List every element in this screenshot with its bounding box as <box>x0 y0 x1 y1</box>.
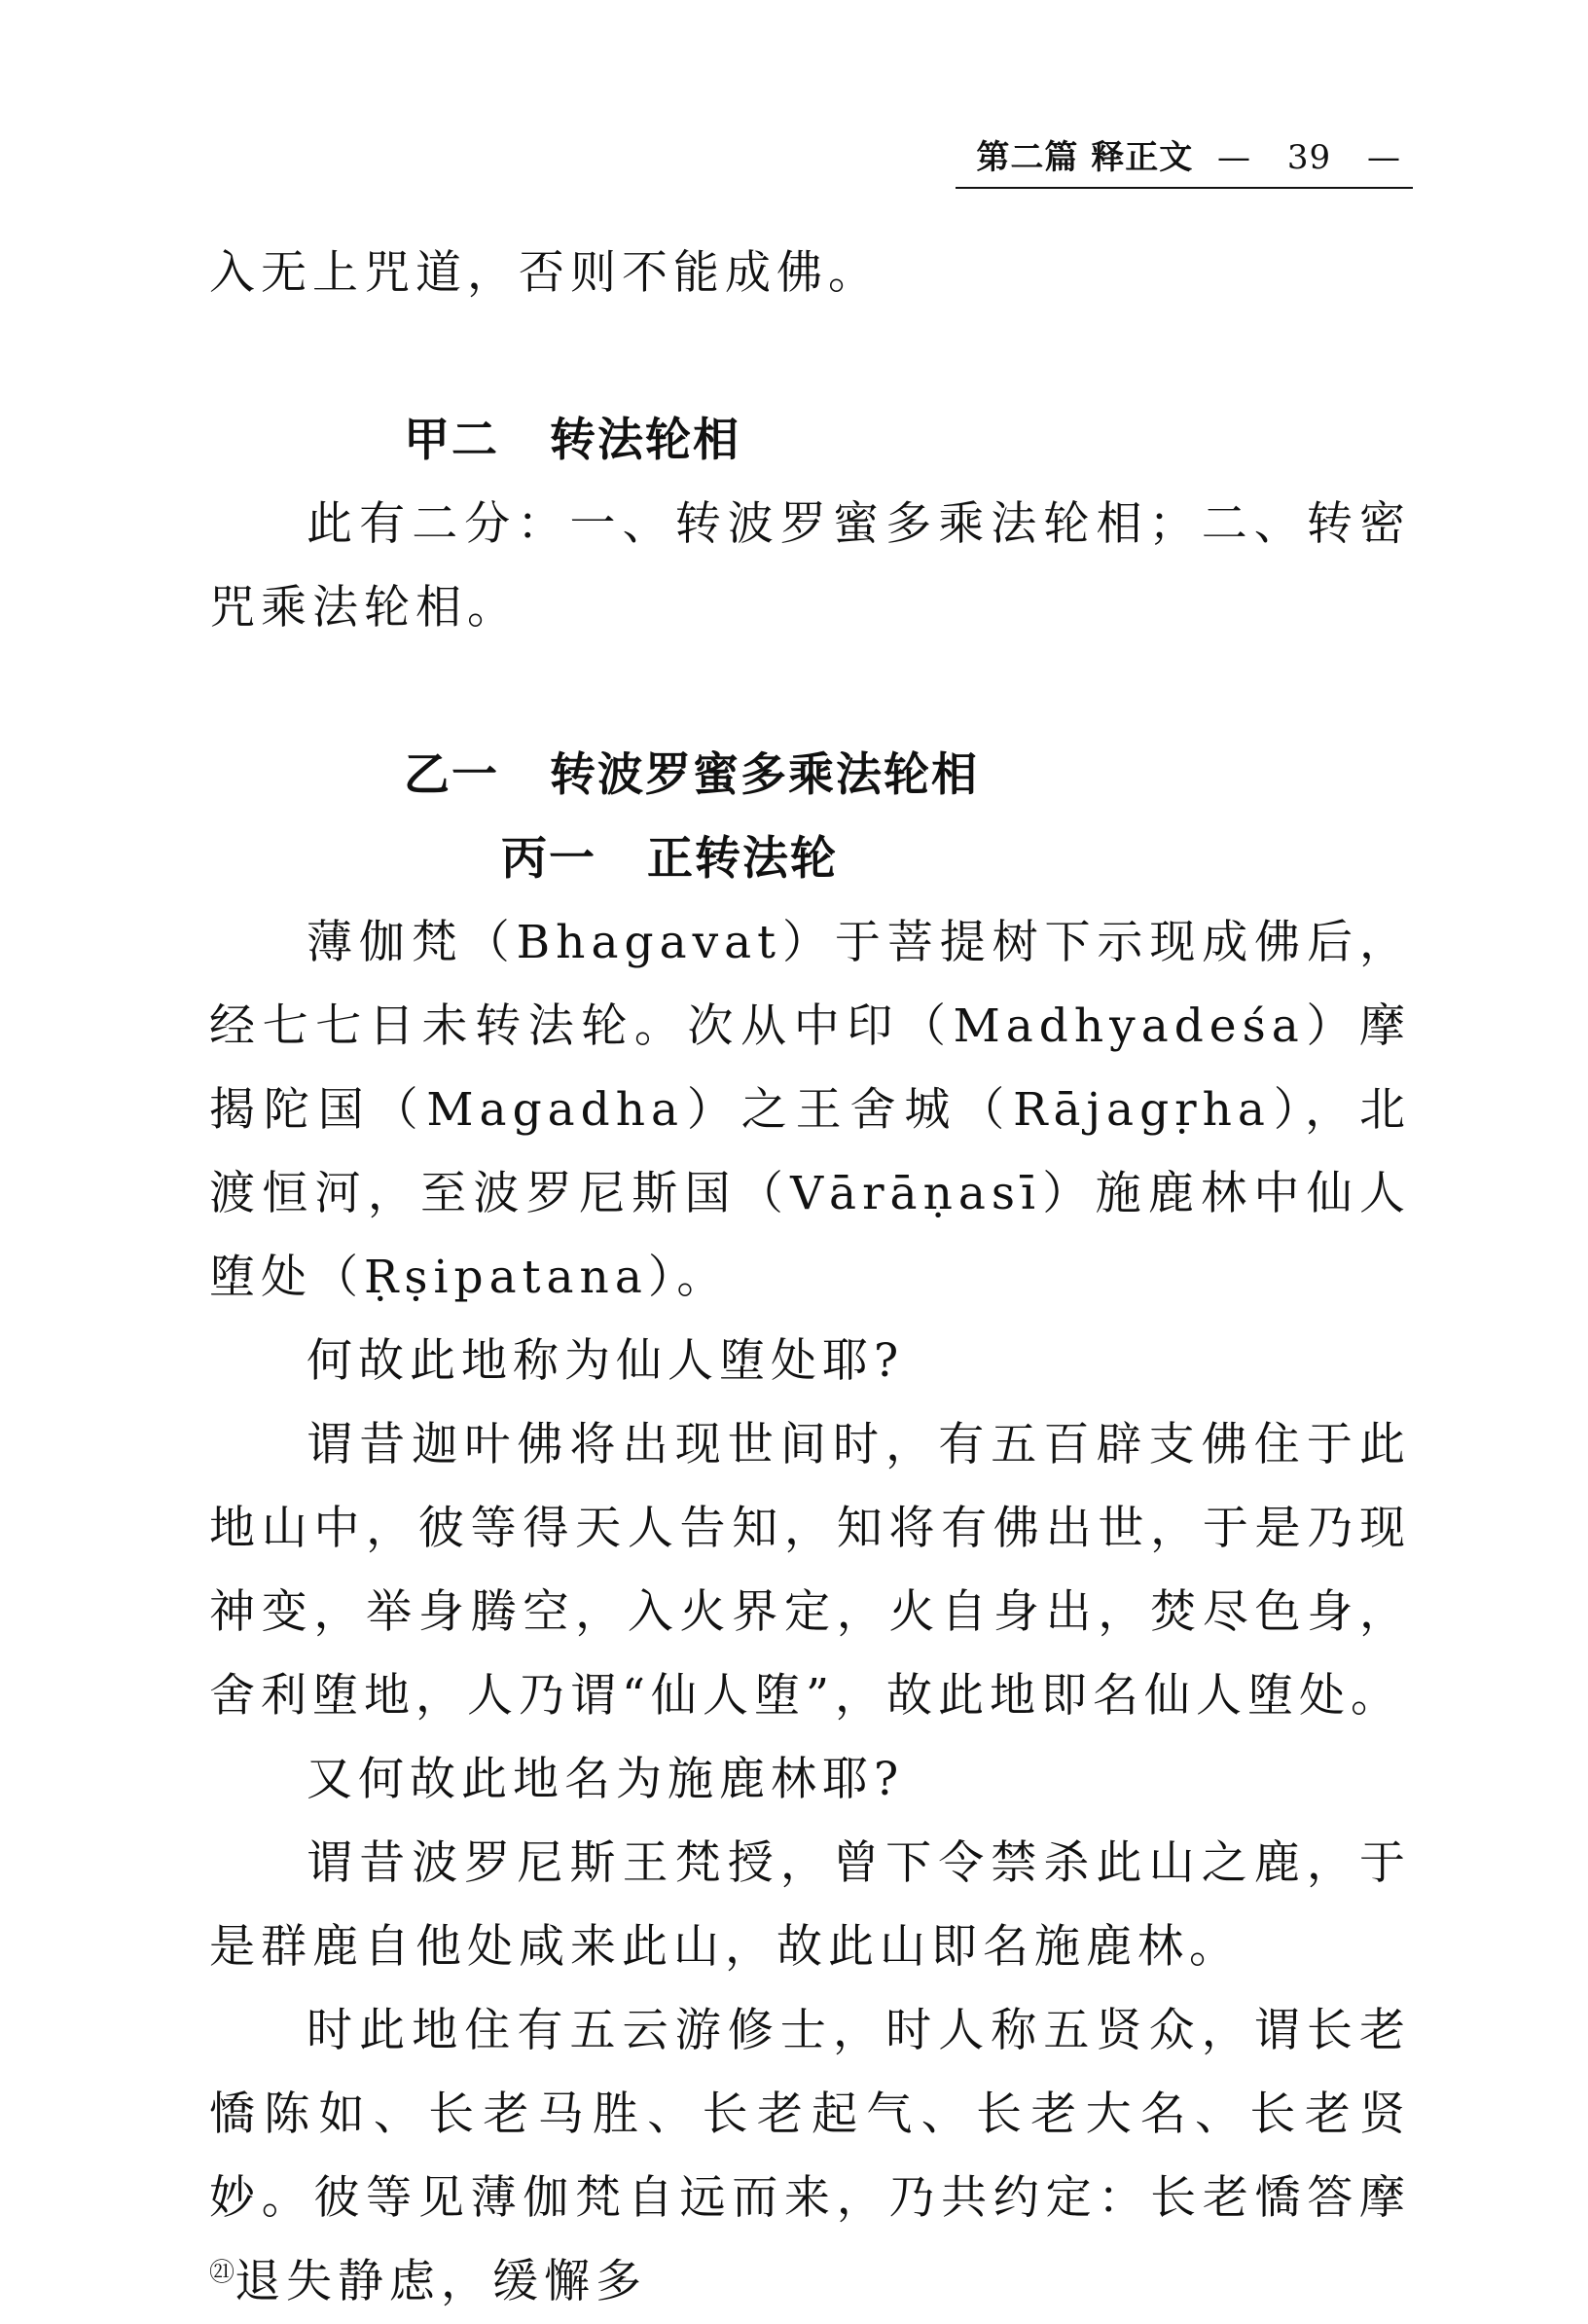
paragraph-question-2: 又何故此地名为施鹿林耶? <box>307 1753 905 1806</box>
footnote-marker[interactable]: ㉑ <box>209 2258 235 2288</box>
section-heading-jia2 <box>209 399 1411 483</box>
section-heading-yi1 <box>209 734 1411 817</box>
page-number: 39 <box>1286 138 1332 177</box>
section-number: 丙一 <box>501 832 596 886</box>
paragraph-bhagavat: 薄伽梵（Bhagavat）于菩提树下示现成佛后，经七七日未转法轮。次从中印（Madhyadeśa）摩揭陀国（Magadha）之王舍城（Rājagṛha），北渡恒河，至波罗尼斯国（Vārāṇasī）施鹿林中仙人堕处（Ṛṣipatana）。 <box>209 916 1411 1304</box>
spacer <box>209 315 1411 399</box>
paragraph-answer-2: 谓昔波罗尼斯王梵授，曾下令禁杀此山之鹿，于是群鹿自他处咸来此山，故此山即名施鹿林。 <box>209 1836 1411 1974</box>
section-number: 甲二 <box>404 414 499 467</box>
section-title: 正转法轮 <box>647 832 838 886</box>
header-dash-left: — <box>1217 138 1252 177</box>
header-dash-right: — <box>1367 138 1401 177</box>
paragraph-text: 时此地住有五云游修士，时人称五贤众，谓长老憍陈如、长老马胜、长老起气、长老大名、长老贤妙。彼等见薄伽梵自远而来，乃共约定：长老憍答摩 <box>209 2004 1411 2225</box>
paragraph-continued: 入无上咒道，否则不能成佛。 <box>209 246 880 300</box>
paragraph-answer-1: 谓昔迦叶佛将出现世间时，有五百辟支佛住于此地山中，彼等得天人告知，知将有佛出世，于是乃现神变，举身腾空，入火界定，火自身出，焚尽色身，舍利堕地，人乃谓“仙人堕”，故此地即名仙人堕处。 <box>209 1418 1411 1723</box>
section-number: 乙一 <box>404 748 499 802</box>
running-header <box>956 136 1413 189</box>
section-heading-bing1 <box>209 817 1411 901</box>
paragraph-five-ascetics <box>209 1989 1411 2324</box>
paragraph-outline: 此有二分：一、转波罗蜜多乘法轮相；二、转密咒乘法轮相。 <box>209 497 1411 635</box>
spacer <box>209 650 1411 734</box>
chapter-title: 第二篇 释正文 <box>976 138 1194 177</box>
paragraph-text: 退失静虑，缓懈多 <box>235 2255 648 2308</box>
page-body <box>209 232 1411 2324</box>
paragraph-question-1: 何故此地称为仙人堕处耶? <box>307 1334 905 1388</box>
section-title: 转法轮相 <box>550 414 740 467</box>
section-title: 转波罗蜜多乘法轮相 <box>550 748 979 802</box>
